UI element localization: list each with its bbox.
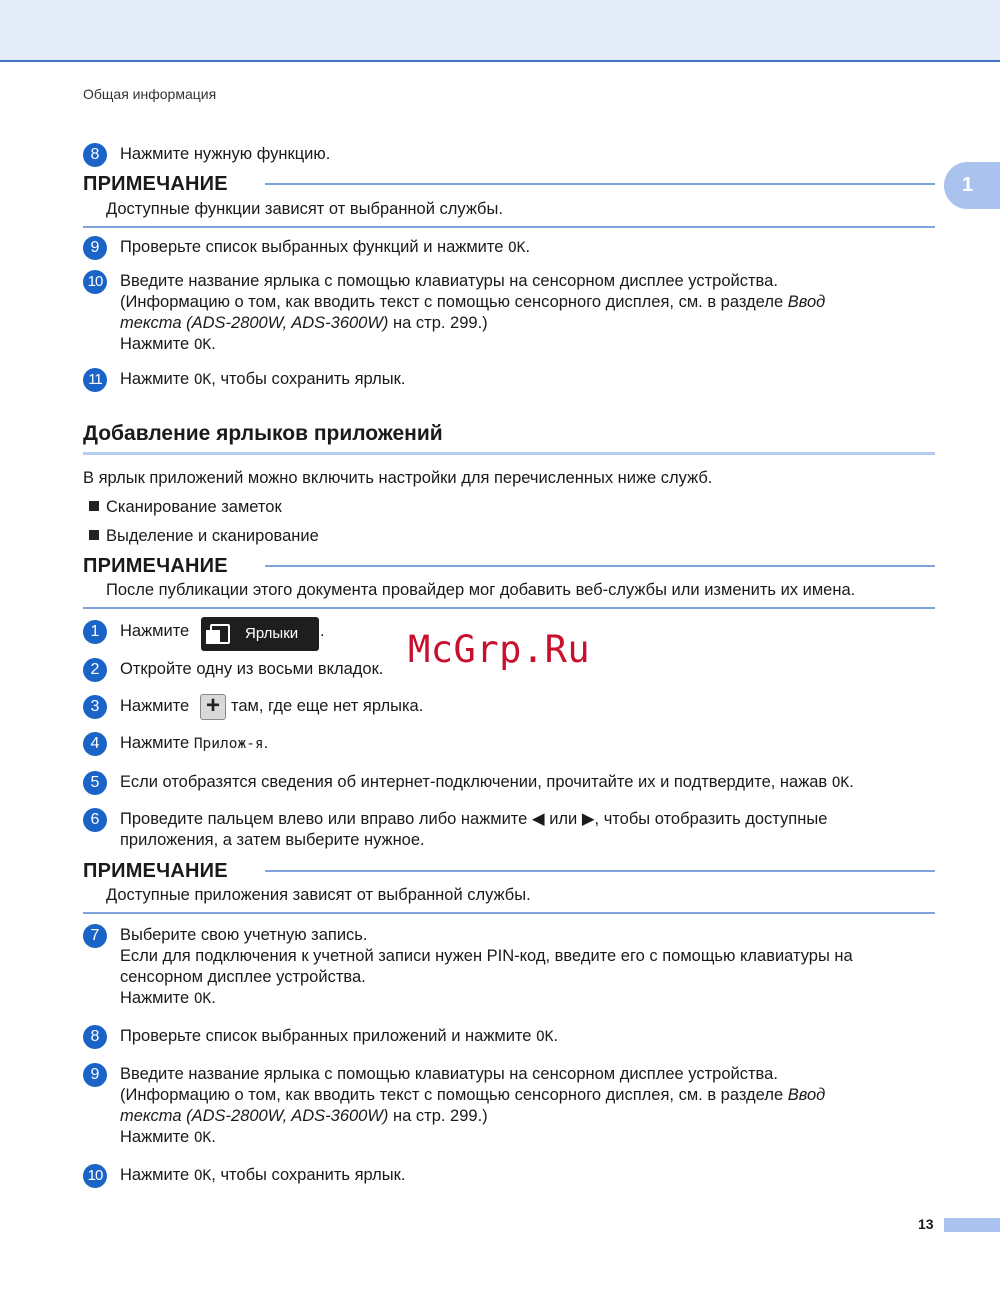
note-bottom-rule	[83, 607, 935, 609]
note-bottom-rule	[83, 226, 935, 228]
shortcuts-button[interactable]: Ярлыки	[201, 617, 319, 651]
step-number: 9	[83, 1063, 107, 1087]
step-number: 10	[83, 270, 107, 294]
step-number: 8	[83, 1025, 107, 1049]
step-text: Нажмите OK, чтобы сохранить ярлык.	[120, 370, 406, 388]
note-text: Доступные приложения зависят от выбранной службы.	[106, 886, 531, 904]
step-text: Нажмите OK, чтобы сохранить ярлык.	[120, 1166, 406, 1184]
section-heading: Добавление ярлыков приложений	[83, 422, 443, 445]
section-heading-rule	[83, 452, 935, 455]
step-text-line2: приложения, а затем выберите нужное.	[120, 831, 425, 849]
step-text-line4: Нажмите OK.	[120, 989, 216, 1007]
step-text: Проверьте список выбранных функций и нажмите OK.	[120, 238, 531, 256]
step-number: 2	[83, 658, 107, 682]
step-text-line1: Проведите пальцем влево или вправо либо нажмите ◀ или ▶, чтобы отобразить доступные	[120, 810, 828, 828]
cross-reference-link[interactable]: Ввод	[787, 1086, 826, 1104]
bullet-item: Сканирование заметок	[89, 498, 282, 517]
note-title: ПРИМЕЧАНИЕ	[83, 555, 228, 577]
watermark: McGrp.Ru	[408, 628, 591, 671]
step-text-end: .	[320, 622, 325, 640]
step-text-line2: Если для подключения к учетной записи нужен PIN-код, введите его с помощью клавиатуры на	[120, 947, 853, 965]
step-number: 7	[83, 924, 107, 948]
page-number: 13	[918, 1216, 934, 1232]
step-text-line3: текста (ADS-2800W, ADS-3600W) на стр. 299.)	[120, 314, 488, 332]
step-text: Нажмите	[120, 622, 190, 640]
step-text: Нажмите	[120, 697, 190, 715]
running-header: Общая информация	[83, 86, 217, 102]
step-text-line1: Введите название ярлыка с помощью клавиатуры на сенсорном дисплее устройства.	[120, 272, 778, 290]
step-text: Проверьте список выбранных приложений и нажмите OK.	[120, 1027, 559, 1045]
page-number-bar	[944, 1218, 1000, 1232]
cross-reference-link[interactable]: текста (ADS-2800W, ADS-3600W)	[120, 1107, 389, 1125]
step-number: 8	[83, 143, 107, 167]
step-text: Нажмите нужную функцию.	[120, 145, 331, 163]
step-text-end: там, где еще нет ярлыка.	[231, 697, 424, 715]
note-text: Доступные функции зависят от выбранной службы.	[106, 200, 503, 218]
bullet-square-icon	[89, 501, 99, 511]
cross-reference-link[interactable]: Ввод	[787, 293, 826, 311]
step-text-line2: (Информацию о том, как вводить текст с помощью сенсорного дисплея, см. в разделе Ввод	[120, 293, 826, 311]
bullet-item: Выделение и сканирование	[89, 527, 319, 546]
step-number: 3	[83, 695, 107, 719]
step-text-line1: Выберите свою учетную запись.	[120, 926, 368, 944]
note-title: ПРИМЕЧАНИЕ	[83, 173, 228, 195]
step-number: 11	[83, 368, 107, 392]
note-rule	[265, 565, 935, 567]
step-text-line4: Нажмите OK.	[120, 335, 216, 353]
chapter-tab: 1	[944, 162, 1000, 209]
step-text: Если отобразятся сведения об интернет-подключении, прочитайте их и подтвердите, нажав OK.	[120, 773, 854, 791]
section-intro: В ярлык приложений можно включить настройки для перечисленных ниже служб.	[83, 469, 713, 487]
bullet-square-icon	[89, 530, 99, 540]
cross-reference-link[interactable]: текста (ADS-2800W, ADS-3600W)	[120, 314, 389, 332]
step-number: 9	[83, 236, 107, 260]
plus-button[interactable]: +	[200, 694, 226, 720]
step-text: Нажмите Прилож-я.	[120, 734, 269, 752]
note-text: После публикации этого документа провайдер мог добавить веб-службы или изменить их имена.	[106, 581, 856, 599]
step-number: 4	[83, 732, 107, 756]
note-bottom-rule	[83, 912, 935, 914]
note-rule	[265, 183, 935, 185]
step-text-line3: сенсорном дисплее устройства.	[120, 968, 366, 986]
page-top-band	[0, 0, 1000, 62]
step-number: 5	[83, 771, 107, 795]
step-text-line4: Нажмите OK.	[120, 1128, 216, 1146]
step-text-line3: текста (ADS-2800W, ADS-3600W) на стр. 299.)	[120, 1107, 488, 1125]
step-number: 6	[83, 808, 107, 832]
step-text-line2: (Информацию о том, как вводить текст с помощью сенсорного дисплея, см. в разделе Ввод	[120, 1086, 826, 1104]
shortcut-add-icon	[210, 624, 230, 644]
note-title: ПРИМЕЧАНИЕ	[83, 860, 228, 882]
step-number: 1	[83, 620, 107, 644]
step-text: Откройте одну из восьми вкладок.	[120, 660, 384, 678]
note-rule	[265, 870, 935, 872]
step-text-line1: Введите название ярлыка с помощью клавиатуры на сенсорном дисплее устройства.	[120, 1065, 778, 1083]
step-number: 10	[83, 1164, 107, 1188]
